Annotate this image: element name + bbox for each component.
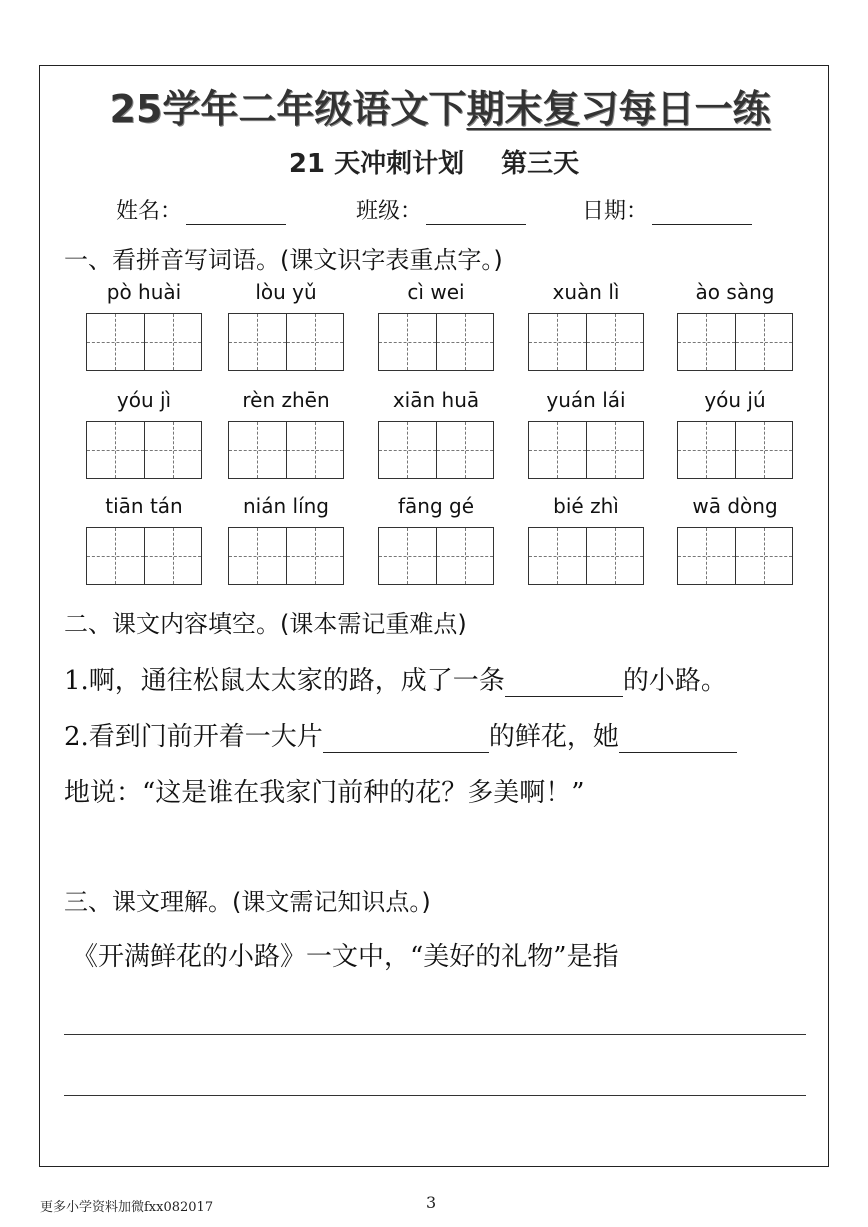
question-2: [64, 716, 737, 753]
pinyin-label: xuàn lì: [552, 280, 620, 304]
writing-cell[interactable]: [436, 422, 494, 478]
pinyin-label: bié zhì: [553, 494, 619, 518]
q2-text-before: 2.看到门前开着一大片: [64, 722, 323, 752]
worksheet-title: [60, 78, 820, 133]
pinyin-label: yuán lái: [546, 388, 626, 412]
pinyin-label: lòu yǔ: [255, 280, 317, 304]
date-field[interactable]: [582, 194, 752, 225]
date-blank[interactable]: [652, 202, 752, 225]
pinyin-label: tiān tán: [105, 494, 183, 518]
writing-cell[interactable]: [529, 314, 586, 370]
writing-cell[interactable]: [286, 528, 344, 584]
pinyin-label: ào sàng: [695, 280, 775, 304]
question-1: [64, 660, 727, 697]
writing-cell[interactable]: [144, 314, 202, 370]
name-field[interactable]: [116, 194, 286, 225]
writing-grid-box[interactable]: [378, 313, 494, 371]
writing-grid-box[interactable]: [378, 527, 494, 585]
writing-grid-box[interactable]: [228, 527, 344, 585]
writing-cell[interactable]: [586, 422, 644, 478]
plan-label: 21 天冲刺计划: [288, 149, 465, 179]
writing-grid-box[interactable]: [528, 421, 644, 479]
writing-cell[interactable]: [678, 422, 735, 478]
pinyin-label: pò huài: [106, 280, 182, 304]
q2-blank-2[interactable]: [619, 726, 737, 753]
pinyin-label: wā dòng: [692, 494, 778, 518]
pinyin-label: cì wei: [407, 280, 465, 304]
q1-text-before: 1.啊，通往松鼠太太家的路，成了一条: [64, 666, 505, 696]
writing-cell[interactable]: [144, 422, 202, 478]
writing-cell[interactable]: [87, 314, 144, 370]
page-number: 3: [426, 1193, 437, 1212]
pinyin-label: yóu jú: [704, 388, 766, 412]
writing-cell[interactable]: [379, 314, 436, 370]
name-blank[interactable]: [186, 202, 286, 225]
writing-cell[interactable]: [678, 528, 735, 584]
writing-cell[interactable]: [144, 528, 202, 584]
pinyin-label: xiān huā: [392, 388, 480, 412]
section1-heading: 一、看拼音写词语。(课文识字表重点字。): [64, 246, 503, 274]
pinyin-label: yóu jì: [116, 388, 172, 412]
footer-note: 更多小学资料加微fxx082017: [40, 1200, 214, 1215]
q2-blank-1[interactable]: [323, 726, 489, 753]
answer-line-2[interactable]: [64, 1095, 806, 1096]
writing-cell[interactable]: [436, 314, 494, 370]
writing-grid-box[interactable]: [86, 421, 202, 479]
question-2-line-2: 地说：“这是谁在我家门前种的花？多美啊！”: [64, 778, 585, 808]
writing-cell[interactable]: [586, 528, 644, 584]
writing-cell[interactable]: [678, 314, 735, 370]
q1-text-after: 的小路。: [622, 666, 727, 696]
pinyin-label: rèn zhēn: [242, 388, 330, 412]
worksheet-subtitle: [0, 143, 868, 180]
writing-grid-box[interactable]: [677, 313, 793, 371]
writing-cell[interactable]: [229, 422, 286, 478]
writing-cell[interactable]: [735, 528, 793, 584]
writing-grid-box[interactable]: [528, 527, 644, 585]
writing-cell[interactable]: [87, 422, 144, 478]
writing-cell[interactable]: [436, 528, 494, 584]
writing-cell[interactable]: [735, 314, 793, 370]
class-blank[interactable]: [426, 202, 526, 225]
writing-cell[interactable]: [529, 528, 586, 584]
writing-grid-box[interactable]: [228, 313, 344, 371]
writing-grid-box[interactable]: [528, 313, 644, 371]
class-label: 班级：: [356, 199, 423, 224]
answer-line-1[interactable]: [64, 1034, 806, 1035]
pinyin-label: nián líng: [242, 494, 329, 518]
title-part-1: 25学年二年级语文下: [109, 87, 467, 131]
writing-cell[interactable]: [586, 314, 644, 370]
writing-cell[interactable]: [229, 314, 286, 370]
q2-text-after: 的鲜花，她: [488, 722, 619, 752]
class-field[interactable]: [356, 194, 526, 225]
section2-heading: 二、课文内容填空。(课本需记重难点): [64, 610, 467, 638]
writing-grid-box[interactable]: [677, 527, 793, 585]
writing-cell[interactable]: [379, 422, 436, 478]
writing-cell[interactable]: [286, 422, 344, 478]
writing-cell[interactable]: [87, 528, 144, 584]
writing-cell[interactable]: [735, 422, 793, 478]
section3-heading: 三、课文理解。(课文需记知识点。): [64, 888, 431, 916]
pinyin-label: fāng gé: [397, 494, 475, 518]
writing-grid-box[interactable]: [86, 527, 202, 585]
writing-grid-box[interactable]: [86, 313, 202, 371]
writing-grid-box[interactable]: [677, 421, 793, 479]
writing-cell[interactable]: [229, 528, 286, 584]
writing-cell[interactable]: [529, 422, 586, 478]
name-label: 姓名：: [116, 199, 183, 224]
title-part-2: 期末复习每日一练: [466, 87, 771, 131]
day-label: 第三天: [501, 149, 580, 179]
q1-blank[interactable]: [505, 670, 623, 697]
writing-cell[interactable]: [379, 528, 436, 584]
date-label: 日期：: [582, 199, 649, 224]
writing-cell[interactable]: [286, 314, 344, 370]
writing-grid-box[interactable]: [228, 421, 344, 479]
section3-question: 《开满鲜花的小路》一文中，“美好的礼物”是指: [72, 942, 619, 972]
writing-grid-box[interactable]: [378, 421, 494, 479]
